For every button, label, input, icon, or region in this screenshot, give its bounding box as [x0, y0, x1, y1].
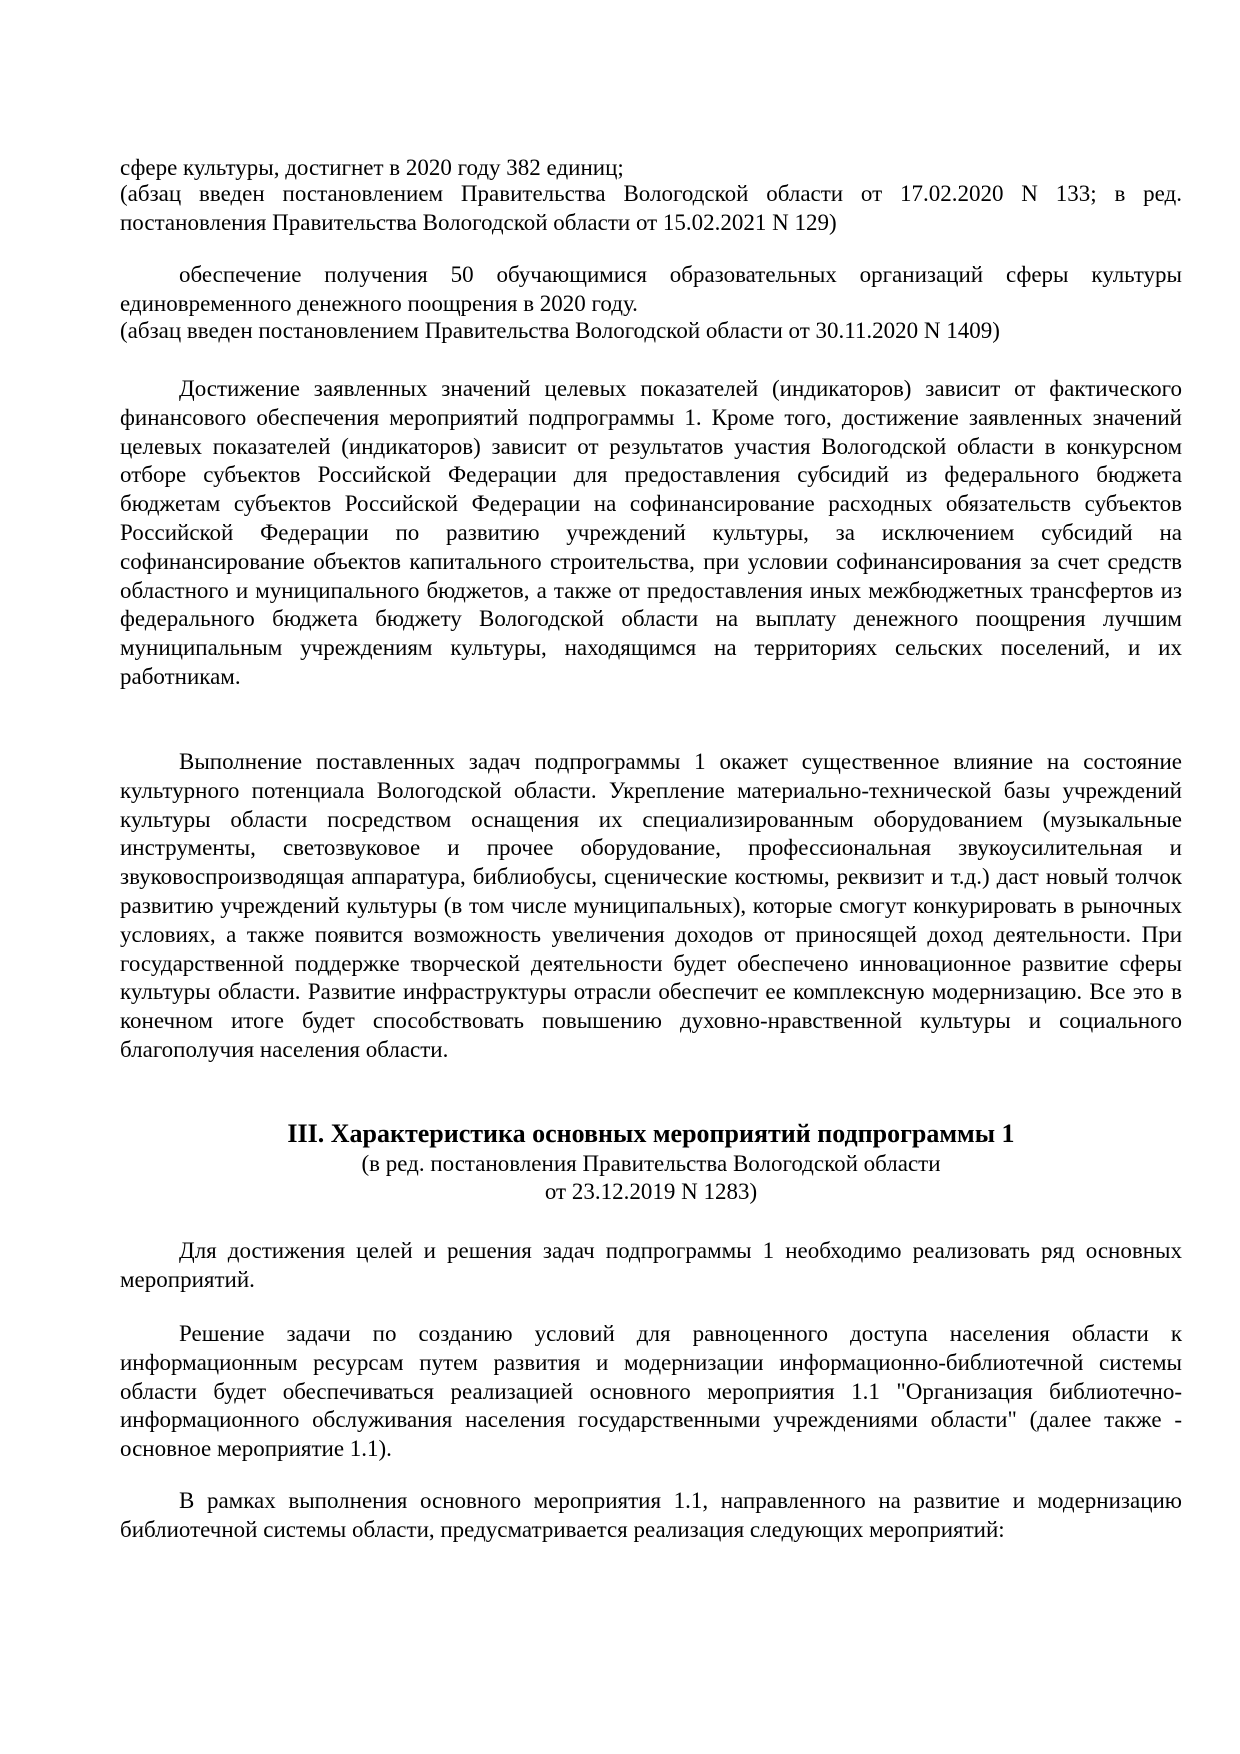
section-heading: III. Характеристика основных мероприятий подпрограммы 1: [287, 1119, 1015, 1148]
paragraph: Решение задачи по созданию условий для равноценного доступа населения области к информационным ресурсам путем развития и модернизации информационно-библиотечной системы области будет обеспечиваться реализацией основного мероприятия 1.1 "Организация библиотечно-информационного обслуживания населения государственными учреждениями области" (далее также - основное мероприятие 1.1).: [120, 1321, 1182, 1462]
amendment-note: (абзац введен постановлением Правительства Вологодской области от 17.02.2020 N 133; в ред. постановления Правительства Вологодской области от 15.02.2021 N 129): [120, 181, 1182, 235]
paragraph: Для достижения целей и решения задач подпрограммы 1 необходимо реализовать ряд основных мероприятий.: [120, 1238, 1182, 1292]
paragraph-continuation: сфере культуры, достигнет в 2020 году 382 единиц;: [120, 155, 624, 180]
paragraph: Выполнение поставленных задач подпрограммы 1 окажет существенное влияние на состояние культурного потенциала Вологодской области. Укрепление материально-технической базы учреждений культуры области посредством оснащения их специализированным оборудованием (музыкальные инструменты, светозвуковое и прочее оборудование, профессиональная звукоусилительная и звуковоспроизводящая аппаратура, библиобусы, сценические костюмы, реквизит и т.д.) даст новый толчок развитию учреждений культуры (в том числе муниципальных), которые смогут конкурировать в рыночных условиях, а также появится возможность увеличения доходов от приносящей доход деятельности. При государственной поддержке творческой деятельности будет обеспечено инновационное развитие сферы культуры области. Развитие инфраструктуры отрасли обеспечит ее комплексную модернизацию. Все это в конечном итоге будет способствовать повышению духовно-нравственной культуры и социального благополучия населения области.: [120, 749, 1182, 1062]
section-amendment-line-1: (в ред. постановления Правительства Вологодской области: [361, 1151, 941, 1176]
paragraph: В рамках выполнения основного мероприятия 1.1, направленного на развитие и модернизацию библиотечной системы области, предусматривается реализация следующих мероприятий:: [120, 1488, 1182, 1542]
section-amendment-line-2: от 23.12.2019 N 1283): [544, 1179, 758, 1204]
paragraph: Достижение заявленных значений целевых показателей (индикаторов) зависит от фактического финансового обеспечения мероприятий подпрограммы 1. Кроме того, достижение заявленных значений целевых показателей (индикаторов) зависит от результатов участия Вологодской области в конкурсном отборе субъектов Российской Федерации для предоставления субсидий из федерального бюджета бюджетам субъектов Российской Федерации на софинансирование расходных обязательств субъектов Российской Федерации по развитию учреждений культуры, за исключением субсидий на софинансирование объектов капитального строительства, при условии софинансирования за счет средств областного и муниципального бюджетов, а также от предоставления иных межбюджетных трансфертов из федерального бюджета бюджету Вологодской области на выплату денежного поощрения лучшим муниципальным учреждениям культуры, находящимся на территориях сельских поселений, и их работникам.: [120, 376, 1182, 689]
paragraph: обеспечение получения 50 обучающимися образовательных организаций сферы культуры единовременного денежного поощрения в 2020 году.: [120, 262, 1182, 316]
amendment-note: (абзац введен постановлением Правительства Вологодской области от 30.11.2020 N 1409): [120, 318, 1000, 343]
